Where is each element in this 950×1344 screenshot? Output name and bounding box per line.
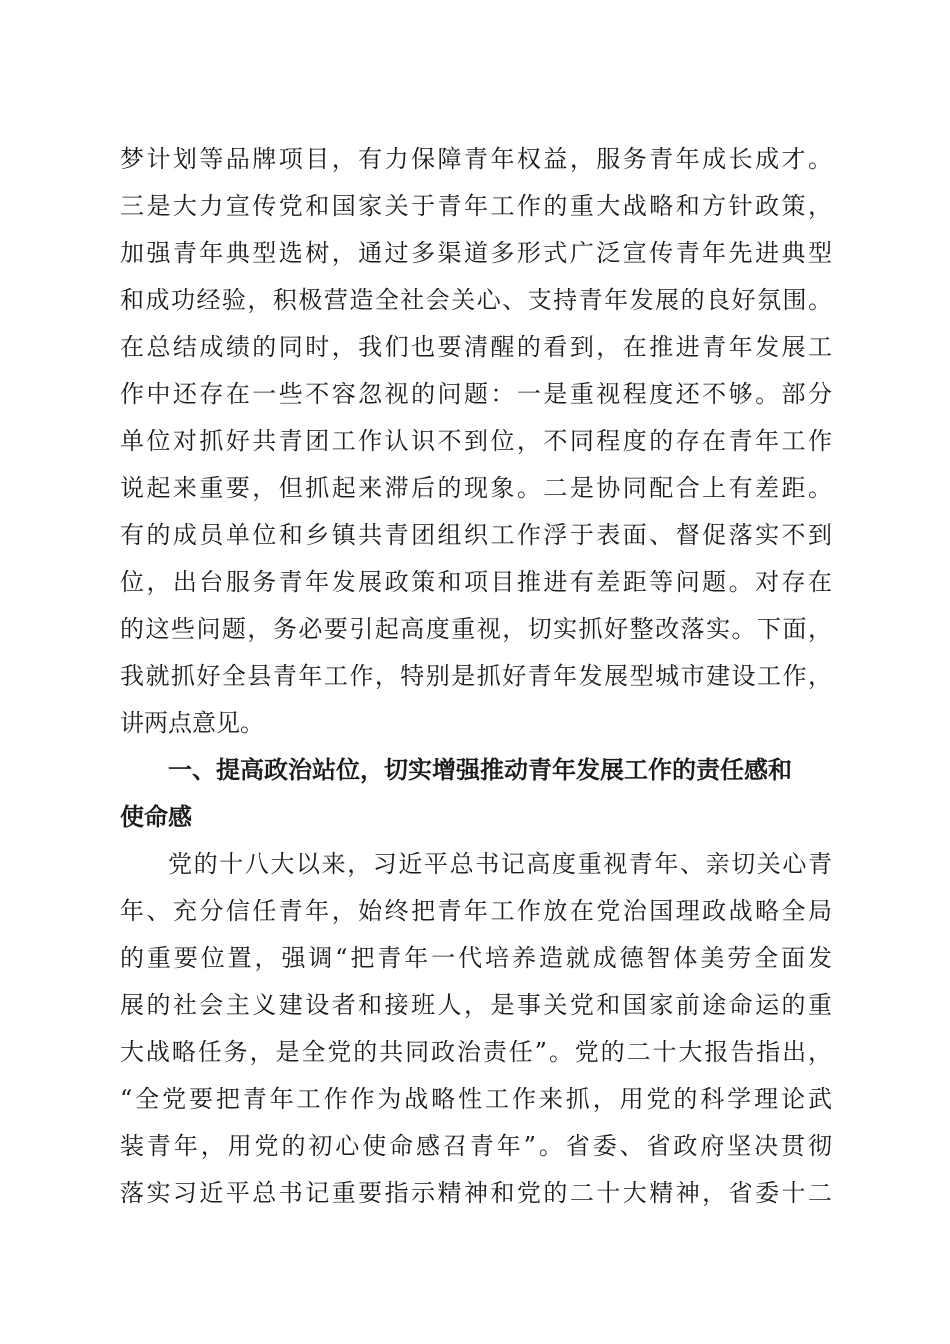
text-line: 单位对抓好共青团工作认识不到位，不同程度的存在青年工作 [120,427,832,455]
text-line: 三是大力宣传党和国家关于青年工作的重大战略和方针政策， [120,192,832,220]
text-line: “全党要把青年工作作为战略性工作来抓，用党的科学理论武 [120,1085,832,1113]
text-line: 年、充分信任青年，始终把青年工作放在党治国理政战略全局 [120,897,832,925]
text-line: 的这些问题，务必要引起高度重视，切实抓好整改落实。下面， [120,615,832,643]
text-line: 落实习近平总书记重要指示精神和党的二十大精神，省委十二 [120,1179,832,1207]
section-heading: 一、提高政治站位，切实增强推动青年发展工作的责任感和 [168,756,792,784]
text-line: 装青年，用党的初心使命感召青年”。省委、省政府坚决贯彻 [120,1132,832,1160]
text-line: 梦计划等品牌项目，有力保障青年权益，服务青年成长成才。 [120,145,832,173]
text-line: 讲两点意见。 [120,709,264,737]
text-line: 加强青年典型选树，通过多渠道多形式广泛宣传青年先进典型 [120,239,832,267]
document-body [120,136,832,1217]
text-line: 作中还存在一些不容忽视的问题：一是重视程度还不够。部分 [120,380,832,408]
text-line: 大战略任务，是全党的共同政治责任”。党的二十大报告指出， [120,1038,832,1066]
text-line: 展的社会主义建设者和接班人，是事关党和国家前途命运的重 [120,991,832,1019]
section-heading-continuation: 使命感 [120,803,192,831]
text-line: 党的十八大以来，习近平总书记高度重视青年、亲切关心青 [168,850,832,878]
text-line: 在总结成绩的同时，我们也要清醒的看到，在推进青年发展工 [120,333,832,361]
text-line: 我就抓好全县青年工作，特别是抓好青年发展型城市建设工作， [120,662,832,690]
text-line: 位，出台服务青年发展政策和项目推进有差距等问题。对存在 [120,568,832,596]
text-line: 和成功经验，积极营造全社会关心、支持青年发展的良好氛围。 [120,286,832,314]
text-line: 有的成员单位和乡镇共青团组织工作浮于表面、督促落实不到 [120,521,832,549]
text-line: 说起来重要，但抓起来滞后的现象。二是协同配合上有差距。 [120,474,832,502]
text-line: 的重要位置，强调“把青年一代培养造就成德智体美劳全面发 [120,944,832,972]
